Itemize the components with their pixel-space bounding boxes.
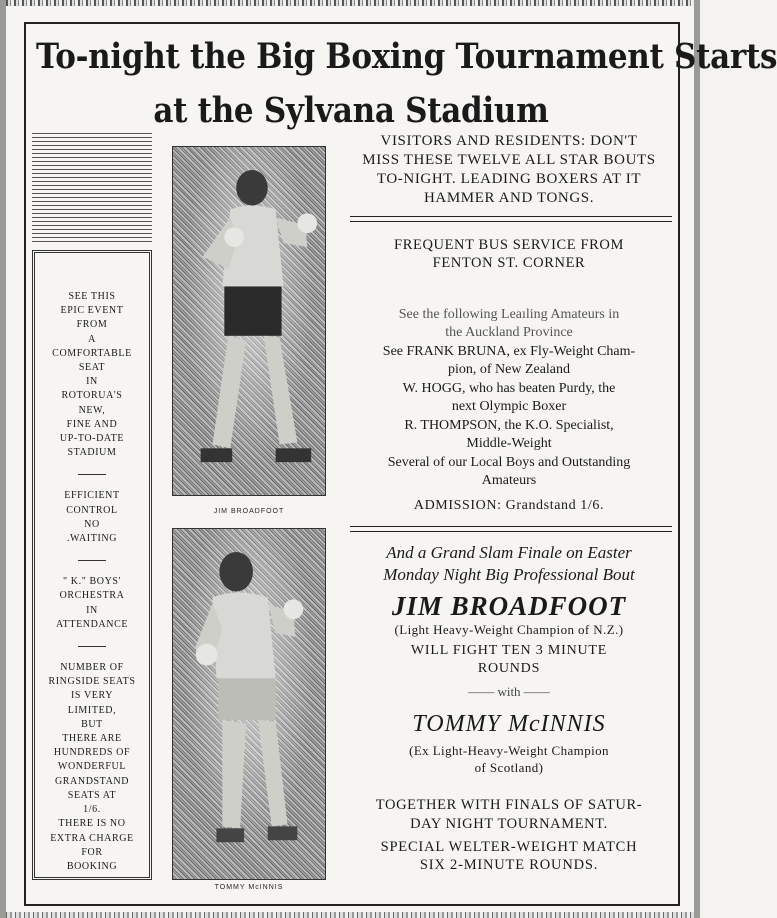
hatched-panel xyxy=(32,132,152,242)
amateurs-list xyxy=(342,306,676,489)
info-line: LIMITED, xyxy=(67,704,117,716)
info-block-orchestra xyxy=(34,575,150,632)
info-line: EFFICIENT xyxy=(64,490,120,502)
text-line: MISS THESE TWELVE ALL STAR BOUTS xyxy=(362,152,656,168)
headline xyxy=(36,30,777,138)
double-rule xyxy=(350,216,672,222)
info-line: IN xyxy=(86,604,98,616)
fighter-2-title xyxy=(342,742,676,776)
info-line: FINE AND xyxy=(66,418,118,430)
fight-rounds-text xyxy=(342,642,676,678)
intro-text xyxy=(342,132,676,208)
text-line: the Auckland Province xyxy=(445,324,573,340)
with-text: —— with —— xyxy=(468,684,550,699)
text-line: TOGETHER WITH FINALS OF SATUR- xyxy=(375,797,643,813)
text-line: SIX 2-MINUTE ROUNDS. xyxy=(419,857,599,873)
fighter-tommy-mcinnis: TOMMY McINNIS xyxy=(412,711,606,737)
text-line: FENTON ST. CORNER xyxy=(432,255,586,271)
info-block-seats xyxy=(34,661,150,874)
info-line: FOR xyxy=(81,846,103,858)
special-match-text xyxy=(342,838,676,874)
text-line: TO-NIGHT. LEADING BOXERS AT IT xyxy=(376,171,642,187)
text-line: See the following Leaıling Amateurs in xyxy=(398,307,620,322)
text-line: See FRANK BRUNA, ex Fly-Weight Cham- xyxy=(382,344,636,359)
text-line: Amateurs xyxy=(481,472,537,488)
info-line: FROM xyxy=(76,319,108,331)
info-line: HUNDREDS OF xyxy=(53,747,131,759)
text-line: VISITORS AND RESIDENTS: DON'T xyxy=(380,133,638,149)
info-block-venue xyxy=(34,290,150,460)
info-line: IN xyxy=(86,376,98,388)
info-line: WONDERFUL xyxy=(57,761,127,773)
info-line: NEW, xyxy=(78,404,106,416)
info-line: SEE THIS xyxy=(68,291,116,302)
info-line: NUMBER OF xyxy=(60,662,124,674)
info-line: ROTORUA'S xyxy=(61,390,123,402)
info-line: BUT xyxy=(81,718,103,730)
text-line: ROUNDS xyxy=(477,661,541,676)
info-line: .WAITING xyxy=(66,533,118,545)
headline-line-1: To-night the Big Boxing Tournament Starts xyxy=(36,36,777,78)
text-line: of Scotland) xyxy=(474,760,544,775)
info-block-control xyxy=(34,489,150,546)
photo-caption-tommy-mcinnis: TOMMY McINNIS xyxy=(214,884,284,891)
finale-text xyxy=(342,542,676,586)
text-line: Several of our Local Boys and Outstanding xyxy=(387,455,631,470)
text-line: R. THOMPSON, the K.O. Specialist, xyxy=(404,418,614,433)
text-line: DAY NIGHT TOURNAMENT. xyxy=(410,816,608,832)
boxer-figure-1 xyxy=(173,147,325,495)
info-line: " K." BOYS' xyxy=(63,576,121,588)
together-text xyxy=(342,796,676,834)
info-line: BOOKING xyxy=(66,860,118,872)
headline-line-2: at the Sylvana Stadium xyxy=(153,90,549,131)
info-line: CONTROL xyxy=(66,504,118,516)
info-line: IS VERY xyxy=(70,690,114,702)
text-line: WILL FIGHT TEN 3 MINUTE xyxy=(410,643,608,658)
text-line: Monday Night Big Professional Bout xyxy=(383,565,635,584)
info-line: EXTRA CHARGE xyxy=(50,832,134,844)
info-line: SEATS AT xyxy=(67,789,117,801)
photo-caption-jim-broadfoot: JIM BROADFOOT xyxy=(213,508,285,515)
bus-service-text xyxy=(342,236,676,272)
text-line: HAMMER AND TONGS. xyxy=(423,190,595,206)
scan-edge-top xyxy=(6,0,694,6)
divider xyxy=(78,474,106,475)
double-rule xyxy=(350,526,672,532)
info-line: NO xyxy=(84,518,100,530)
divider xyxy=(78,646,106,647)
scan-edge-bottom xyxy=(6,912,694,918)
info-line: ORCHESTRA xyxy=(59,590,125,602)
text-line: Middle-Weight xyxy=(466,435,552,451)
photo-jim-broadfoot xyxy=(172,146,326,496)
left-info-text xyxy=(34,290,150,874)
info-line: 1/6. xyxy=(83,804,101,816)
text-line: And a Grand Slam Finale on Easter xyxy=(386,543,632,562)
fighter-jim-broadfoot: JIM BROADFOOT xyxy=(391,591,627,621)
fighter-1-title: (Light Heavy-Weight Champion of N.Z.) xyxy=(394,622,624,637)
photo-tommy-mcinnis xyxy=(172,528,326,880)
info-line: THERE ARE xyxy=(62,733,122,745)
divider xyxy=(78,560,106,561)
info-line: GRANDSTAND xyxy=(54,775,130,787)
info-line: STADIUM xyxy=(67,447,117,459)
info-line: ATTENDANCE xyxy=(55,618,129,630)
info-line: UP-TO-DATE xyxy=(59,433,125,445)
info-line: A xyxy=(88,333,96,345)
info-line: EPIC EVENT xyxy=(60,305,124,317)
text-line: W. HOGG, who has beaten Purdy, the xyxy=(402,381,616,396)
info-line: COMFORTABLE xyxy=(52,347,132,359)
text-line: next Olympic Boxer xyxy=(451,398,567,414)
text-line: SPECIAL WELTER-WEIGHT MATCH xyxy=(380,839,638,855)
text-line: pion, of New Zealand xyxy=(447,361,571,377)
boxer-figure-2 xyxy=(173,529,325,879)
text-line: FREQUENT BUS SERVICE FROM xyxy=(394,237,624,253)
info-line: THERE IS NO xyxy=(58,818,126,830)
text-line: (Ex Light-Heavy-Weight Champion xyxy=(409,743,609,758)
admission-text: ADMISSION: Grandstand 1/6. xyxy=(413,498,605,513)
info-line: SEAT xyxy=(78,362,106,374)
info-line: RINGSIDE SEATS xyxy=(48,676,136,688)
